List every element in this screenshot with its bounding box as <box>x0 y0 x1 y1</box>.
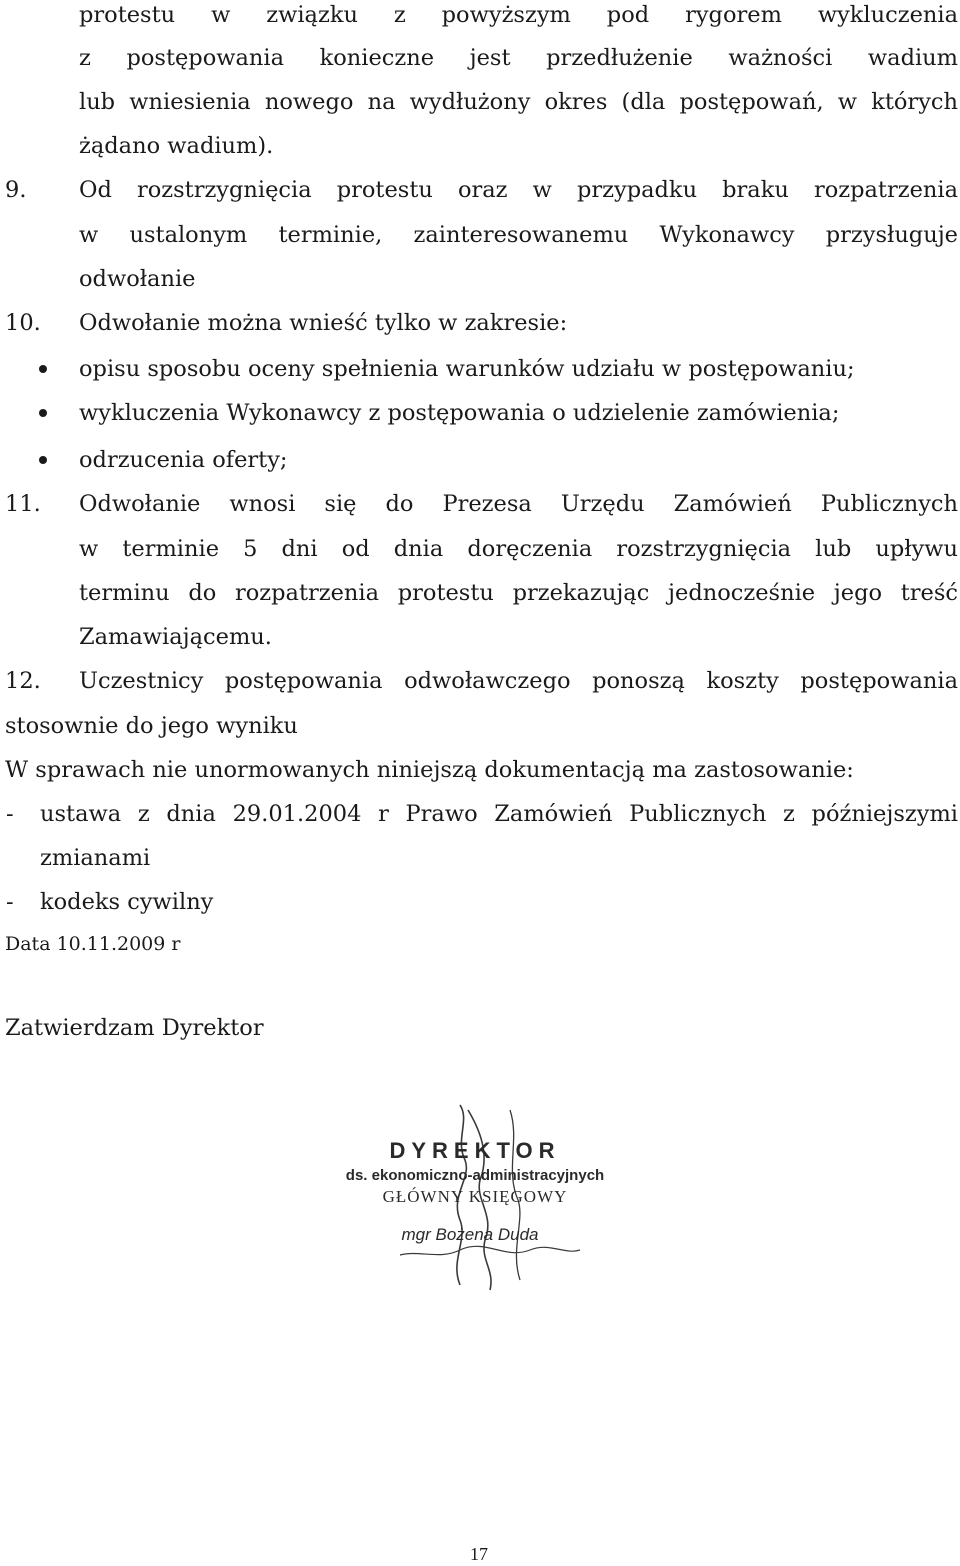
item-9-line-1: Od rozstrzygnięcia protestu oraz w przypadku braku rozpatrzenia <box>79 177 958 203</box>
bullet-marker <box>39 456 47 464</box>
paragraph-8-line-3: lub wniesienia nowego na wydłużony okres (dla postępowań, w których <box>79 89 958 115</box>
bullet-item-3: odrzucenia oferty; <box>79 447 288 473</box>
director-stamp <box>320 1100 630 1300</box>
regulation-item-1-line-2: zmianami <box>40 845 151 871</box>
item-10-text: Odwołanie można wnieść tylko w zakresie: <box>79 310 568 336</box>
document-date: Data 10.11.2009 r <box>5 933 181 955</box>
bullet-item-1: opisu sposobu oceny spełnienia warunków udziału w postępowaniu; <box>79 356 855 382</box>
paragraph-8-line-1: protestu w związku z powyższym pod rygorem wykluczenia <box>79 2 958 28</box>
item-11-line-4: Zamawiającemu. <box>79 624 272 650</box>
paragraph-8-line-4: żądano wadium). <box>79 133 274 159</box>
regulation-item-1-line-1: ustawa z dnia 29.01.2004 r Prawo Zamówień Publicznych z późniejszymi <box>40 801 958 827</box>
item-12-line-1: Uczestnicy postępowania odwoławczego ponoszą koszty postępowania <box>79 668 958 694</box>
item-12-line-2: stosownie do jego wyniku <box>5 713 298 739</box>
item-9-line-3: odwołanie <box>79 266 196 292</box>
signature-stroke <box>400 1246 580 1255</box>
regulation-item-2: kodeks cywilny <box>40 889 214 915</box>
item-12-number: 12. <box>5 668 41 694</box>
item-9-line-2: w ustalonym terminie, zainteresowanemu Wykonawcy przysługuje <box>79 222 958 248</box>
dash-marker: - <box>6 801 14 827</box>
page-number: 17 <box>470 1544 488 1564</box>
regulations-intro: W sprawach nie unormowanych niniejszą dokumentacją ma zastosowanie: <box>5 757 854 783</box>
stamp-role: GŁÓWNY KSIĘGOWY <box>382 1187 568 1206</box>
stamp-name: mgr Bożena Duda <box>401 1225 539 1244</box>
stamp-department: ds. ekonomiczno-administracyjnych <box>345 1167 605 1184</box>
item-9-number: 9. <box>5 177 27 203</box>
item-11-line-1: Odwołanie wnosi się do Prezesa Urzędu Zamówień Publicznych <box>79 491 958 517</box>
item-11-line-3: terminu do rozpatrzenia protestu przekazując jednocześnie jego treść <box>79 580 958 606</box>
approval-text: Zatwierdzam Dyrektor <box>5 1015 264 1041</box>
dash-marker: - <box>6 889 14 915</box>
bullet-marker <box>39 409 47 417</box>
stamp-title: DYREKTOR <box>389 1138 561 1163</box>
item-11-line-2: w terminie 5 dni od dnia doręczenia rozstrzygnięcia lub upływu <box>79 536 958 562</box>
item-10-number: 10. <box>5 310 41 336</box>
paragraph-8-line-2: z postępowania konieczne jest przedłużenie ważności wadium <box>79 45 958 71</box>
item-11-number: 11. <box>5 491 41 517</box>
bullet-item-2: wykluczenia Wykonawcy z postępowania o udzielenie zamówienia; <box>79 400 840 426</box>
bullet-marker <box>39 365 47 373</box>
